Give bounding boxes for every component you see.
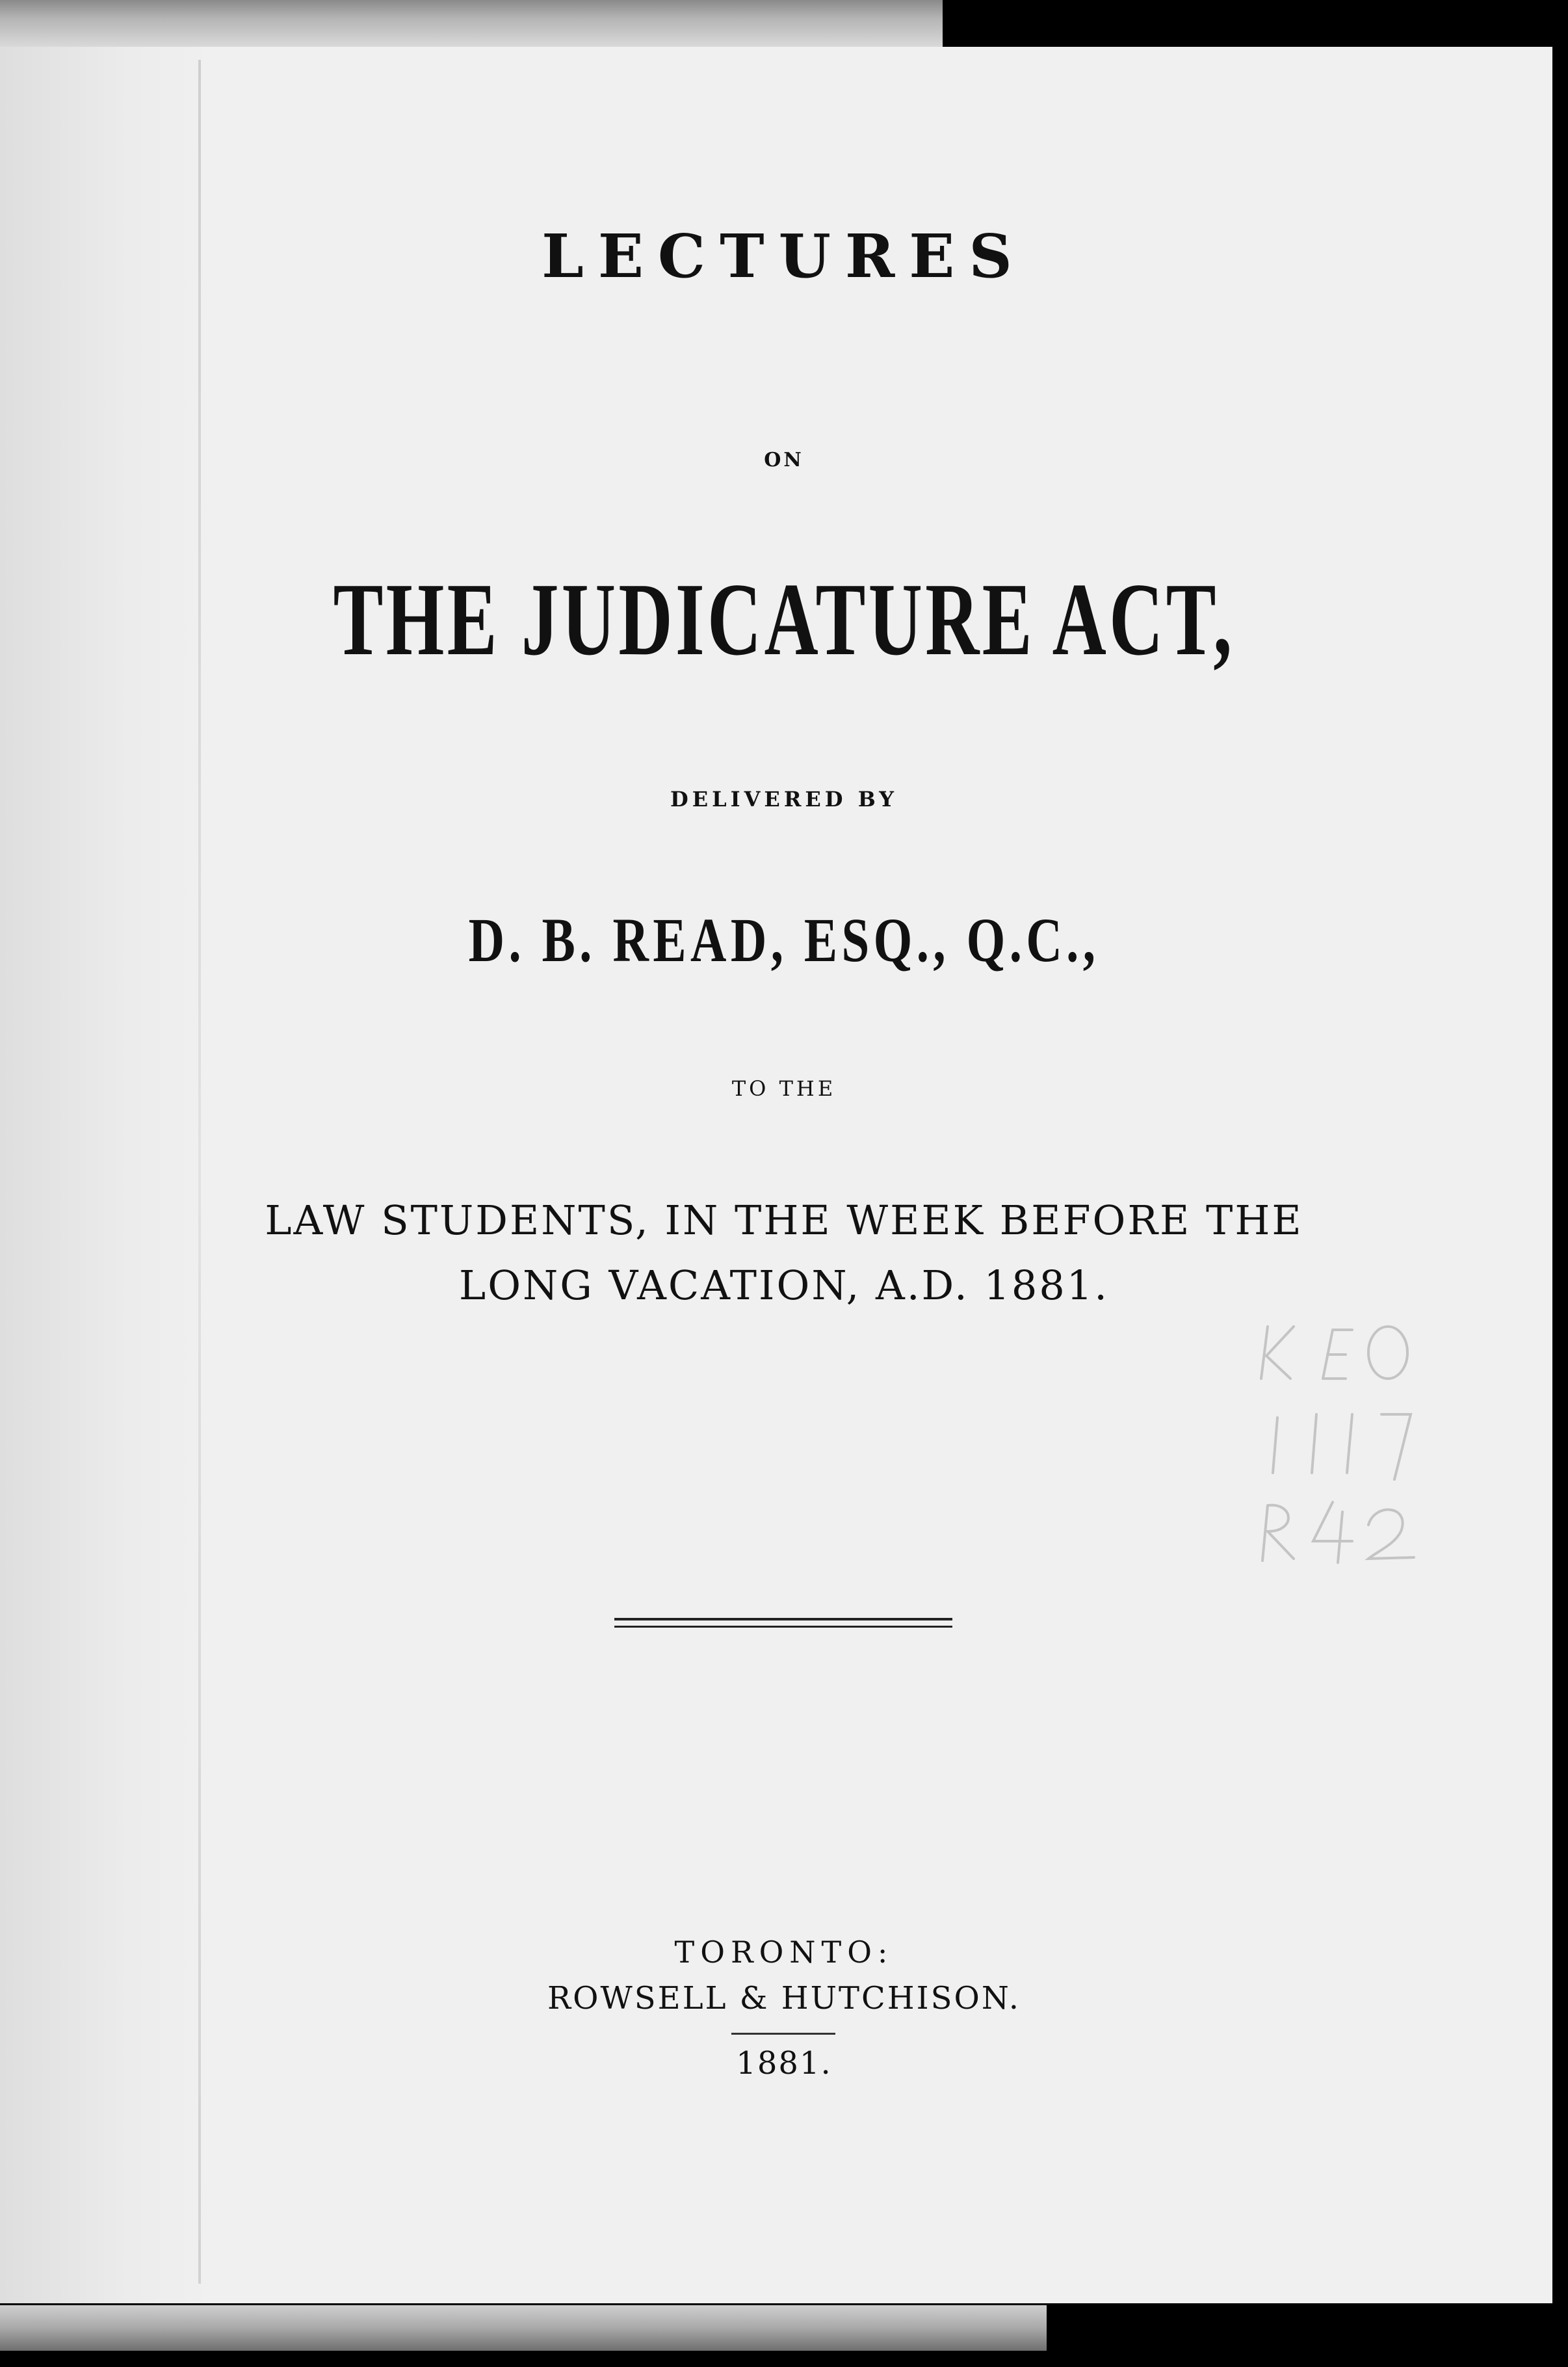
double-rule-divider: [614, 1618, 952, 1631]
handwritten-call-number: [1255, 1317, 1443, 1564]
subtitle-line-2: LONG VACATION, A.D. 1881.: [459, 1262, 1109, 1309]
to-the-label: TO THE: [731, 1076, 837, 1101]
title-line-1: LECTURES: [542, 221, 1026, 291]
author-name: D. B. READ, ESQ., Q.C.,: [468, 905, 1100, 975]
subtitle-line-1: LAW STUDENTS, IN THE WEEK BEFORE THE: [265, 1197, 1303, 1244]
imprint-publisher: ROWSELL & HUTCHISON.: [547, 1980, 1021, 2017]
imprint-year: 1881.: [736, 2045, 832, 2082]
imprint-city: TORONTO:: [674, 1935, 894, 1970]
title-connector: ON: [764, 449, 804, 471]
imprint-rule: [731, 2033, 835, 2035]
scan-edge-bottom: [0, 2305, 1047, 2351]
delivered-by-label: DELIVERED BY: [670, 787, 898, 812]
main-title: THE JUDICATURE ACT,: [333, 561, 1235, 677]
scan-edge-top: [0, 0, 943, 47]
